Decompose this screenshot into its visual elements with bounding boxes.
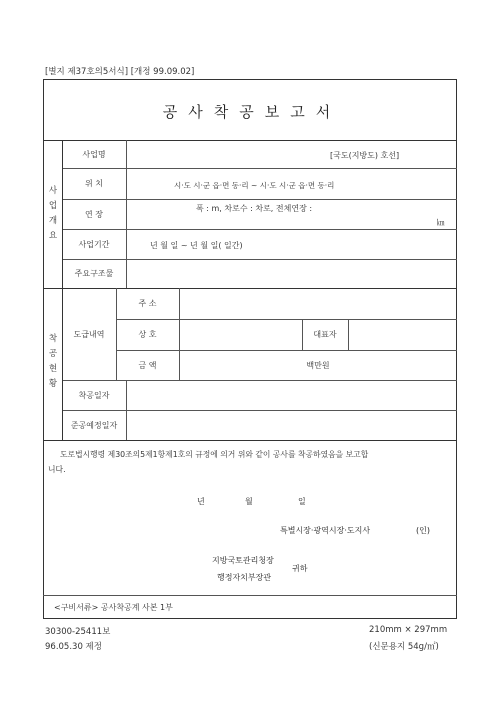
date-month: 월 (245, 497, 253, 506)
date-day: 일 (298, 497, 306, 506)
seal-mark: (인) (416, 526, 430, 535)
declaration-text-line2: 니다. (48, 465, 66, 474)
label-representative: 대표자 (313, 330, 337, 339)
label-extent: 연 장 (85, 209, 103, 219)
recipient-ministry: 행정자치부장관 (217, 573, 272, 582)
section-label-project-overview: 사 업 개 요 (48, 186, 58, 241)
extent-unit: ㎞ (437, 218, 445, 227)
extent-value: 폭 : m, 차로수 : 차로, 전체연장 : (196, 204, 313, 213)
section-label-start-status: 착 공 현 황 (48, 334, 58, 389)
label-address: 주 소 (138, 299, 157, 308)
label-start-date: 착공일자 (78, 390, 110, 400)
form-title: 공사착공보고서 (162, 103, 342, 121)
label-main-structures: 주요구조물 (74, 269, 114, 278)
declaration-text-line1: 도로법시행령 제30조의5제1항제1호의 규정에 의거 위와 같이 공사를 착공하였음을 보고합 (60, 450, 369, 459)
honorific: 귀하 (292, 564, 308, 573)
required-documents: <구비서류> 공사착공계 사본 1부 (54, 603, 173, 612)
reporter-title: 특별시장·광역시장·도지사 (280, 526, 371, 535)
label-project-period: 사업기간 (78, 239, 110, 249)
label-completion-date: 준공예정일자 (70, 420, 118, 430)
recipient-regional-office: 지방국토관리청장 (212, 556, 274, 565)
label-location: 위 치 (85, 179, 103, 188)
label-company-name: 상 호 (138, 330, 157, 339)
col-line (126, 380, 127, 440)
label-contract-details: 도급내역 (73, 329, 105, 339)
paper-type: (신문용지 54g/㎡) (369, 642, 439, 652)
project-name-route: [국도(지방도) 호선] (330, 151, 400, 160)
form-reference: [별지 제37호의5서식] [개정 99.09.02] (45, 67, 195, 77)
paper-size: 210mm × 297mm (369, 625, 448, 635)
divider-declaration (43, 440, 457, 441)
location-value: 시·도 시·군 읍·면 동·리 ~ 시·도 시·군 읍·면 동·리 (174, 181, 335, 190)
project-period-value: 년 월 일 ~ 년 월 일( 일간) (150, 241, 243, 250)
form-code: 30300-25411보 (45, 627, 111, 637)
date-year: 년 (197, 497, 205, 506)
col-line (348, 319, 349, 350)
label-amount: 금 액 (138, 360, 157, 370)
divider-attachments (43, 595, 457, 596)
col-line (126, 140, 127, 288)
enacted-date: 96.05.30 제정 (45, 642, 102, 652)
label-project-name: 사업명 (82, 149, 106, 159)
amount-unit: 백만원 (306, 360, 330, 370)
